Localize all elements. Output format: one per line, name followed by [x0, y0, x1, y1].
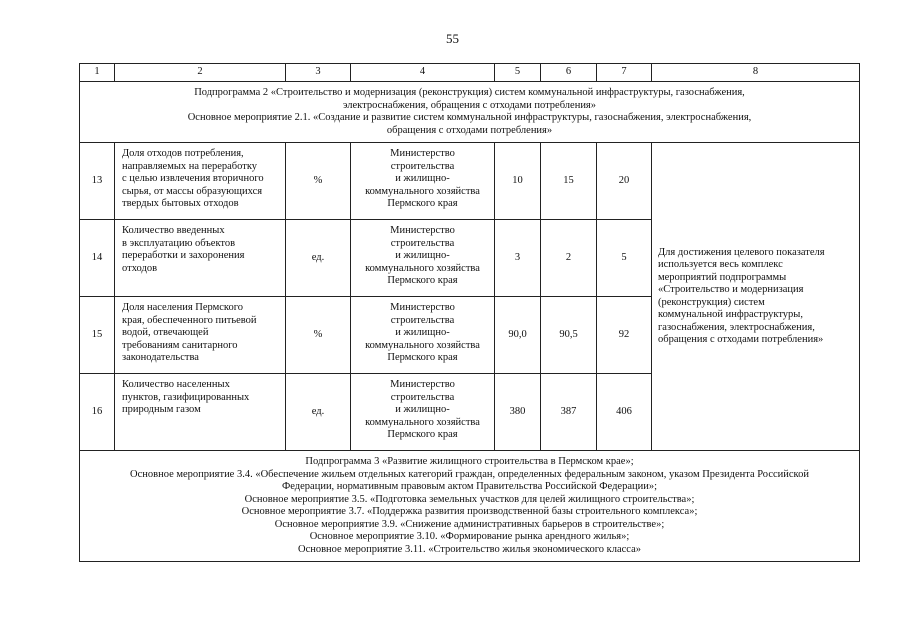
- executor-line: коммунального хозяйства: [365, 416, 480, 428]
- header-cell: 8: [652, 64, 860, 82]
- section-line: Основное мероприятие 3.4. «Обеспечение жильем отдельных категорий граждан, определенных федеральным законом, указом Президента Российской: [130, 468, 809, 480]
- header-cell: 3: [286, 64, 351, 82]
- value-col7: 406: [597, 374, 652, 451]
- section-heading: [80, 82, 860, 143]
- indicators-table: [79, 63, 860, 562]
- section-heading: [80, 451, 860, 562]
- executor-line: Пермского края: [387, 352, 458, 363]
- row-number: 16: [80, 374, 115, 451]
- executor-line: Пермского края: [387, 429, 458, 440]
- name-line: отходов: [122, 262, 158, 274]
- value-col6: 387: [541, 374, 597, 451]
- executor-line: и жилищно-: [395, 173, 450, 184]
- row-number: 15: [80, 297, 115, 374]
- name-line: Доля отходов потребления,: [122, 148, 244, 159]
- executor-cell: [351, 143, 495, 220]
- note-line: (реконструкция) систем: [658, 296, 765, 308]
- name-line: водой, отвечающей: [122, 327, 209, 338]
- section-line: Основное мероприятие 2.1. «Создание и развитие систем коммунальной инфраструктуры, газоснабжения, электроснабжения,: [187, 112, 752, 123]
- note-line: мероприятий подпрограммы: [658, 271, 787, 283]
- unit-cell: %: [286, 143, 351, 220]
- value-col5: 90,0: [495, 297, 541, 374]
- section-line: электроснабжения, обращения с отходами потребления»: [342, 99, 597, 111]
- name-line: требованиям санитарного: [122, 339, 238, 351]
- executor-line: Министерство: [390, 148, 455, 159]
- name-line: Количество населенных: [122, 379, 230, 390]
- note-line: коммунальной инфраструктуры,: [658, 309, 803, 320]
- section-line: Подпрограмма 2 «Строительство и модернизация (реконструкция) систем коммунальной инфраструктуры, газоснабжения,: [194, 87, 745, 98]
- header-cell: 7: [597, 64, 652, 82]
- unit-cell: ед.: [286, 220, 351, 297]
- table-header-row: [80, 64, 860, 82]
- name-line: твердых бытовых отходов: [122, 198, 239, 209]
- value-col7: 5: [597, 220, 652, 297]
- name-line: края, обеспеченного питьевой: [122, 314, 257, 326]
- note-line: Для достижения целевого показателя: [658, 246, 825, 258]
- section-line: Основное мероприятие 3.10. «Формирование рынка арендного жилья»;: [309, 531, 630, 542]
- executor-line: строительства: [390, 237, 455, 249]
- note-line: используется весь комплекс: [658, 259, 783, 270]
- section-line: Основное мероприятие 3.9. «Снижение административных барьеров в строительстве»;: [274, 518, 665, 530]
- value-col5: 10: [495, 143, 541, 220]
- value-col7: 20: [597, 143, 652, 220]
- value-col7: 92: [597, 297, 652, 374]
- section-line: Основное мероприятие 3.5. «Подготовка земельных участков для целей жилищного строительства»;: [244, 493, 695, 505]
- note-cell: [652, 143, 860, 451]
- note-line: «Строительство и модернизация: [658, 284, 804, 295]
- indicator-name: [115, 143, 286, 220]
- section-line: обращения с отходами потребления»: [386, 124, 553, 136]
- name-line: Количество введенных: [122, 225, 225, 236]
- executor-line: коммунального хозяйства: [365, 262, 480, 274]
- value-col5: 380: [495, 374, 541, 451]
- name-line: пунктов, газифицированных: [122, 391, 250, 403]
- section-line: Основное мероприятие 3.11. «Строительство жилья экономического класса»: [297, 543, 642, 555]
- section-line: Основное мероприятие 3.7. «Поддержка развития производственной базы строительного комплекса»;: [241, 506, 698, 517]
- executor-cell: [351, 220, 495, 297]
- executor-line: строительства: [390, 314, 455, 326]
- name-line: Доля населения Пермского: [122, 302, 244, 313]
- name-line: с целью извлечения вторичного: [122, 173, 264, 184]
- executor-line: Пермского края: [387, 198, 458, 209]
- indicator-name: [115, 297, 286, 374]
- executor-line: коммунального хозяйства: [365, 339, 480, 351]
- section-row-subprogram-2: [80, 82, 860, 143]
- row-number: 14: [80, 220, 115, 297]
- section-line: Подпрограмма 3 «Развитие жилищного строительства в Пермском крае»;: [305, 456, 634, 467]
- executor-line: и жилищно-: [395, 327, 450, 338]
- header-cell: 6: [541, 64, 597, 82]
- note-line: обращения с отходами потребления»: [658, 334, 824, 345]
- name-line: переработки и захоронения: [122, 250, 245, 261]
- section-row-subprogram-3: [80, 451, 860, 562]
- value-col6: 90,5: [541, 297, 597, 374]
- note-line: газоснабжения, электроснабжения,: [658, 321, 815, 333]
- executor-line: строительства: [390, 391, 455, 403]
- value-col6: 15: [541, 143, 597, 220]
- header-cell: 5: [495, 64, 541, 82]
- unit-cell: %: [286, 297, 351, 374]
- value-col6: 2: [541, 220, 597, 297]
- value-col5: 3: [495, 220, 541, 297]
- executor-cell: [351, 297, 495, 374]
- name-line: природным газом: [122, 404, 201, 415]
- name-line: законодательства: [122, 352, 199, 363]
- indicator-name: [115, 374, 286, 451]
- executor-line: и жилищно-: [395, 404, 450, 415]
- executor-line: Министерство: [390, 225, 455, 236]
- header-cell: 2: [115, 64, 286, 82]
- executor-line: коммунального хозяйства: [365, 185, 480, 197]
- page-number: 55: [446, 31, 459, 46]
- section-line: Федерации, нормативным правовым актом Правительства Российской Федерации»;: [281, 481, 658, 492]
- executor-line: Министерство: [390, 379, 455, 390]
- name-line: в эксплуатацию объектов: [122, 237, 236, 249]
- executor-line: строительства: [390, 160, 455, 172]
- table-row: [80, 143, 860, 220]
- name-line: направляемых на переработку: [122, 160, 258, 172]
- unit-cell: ед.: [286, 374, 351, 451]
- executor-cell: [351, 374, 495, 451]
- name-line: сырья, от массы образующихся: [122, 185, 263, 197]
- executor-line: Пермского края: [387, 275, 458, 286]
- row-number: 13: [80, 143, 115, 220]
- header-cell: 4: [351, 64, 495, 82]
- executor-line: Министерство: [390, 302, 455, 313]
- executor-line: и жилищно-: [395, 250, 450, 261]
- indicator-name: [115, 220, 286, 297]
- header-cell: 1: [80, 64, 115, 82]
